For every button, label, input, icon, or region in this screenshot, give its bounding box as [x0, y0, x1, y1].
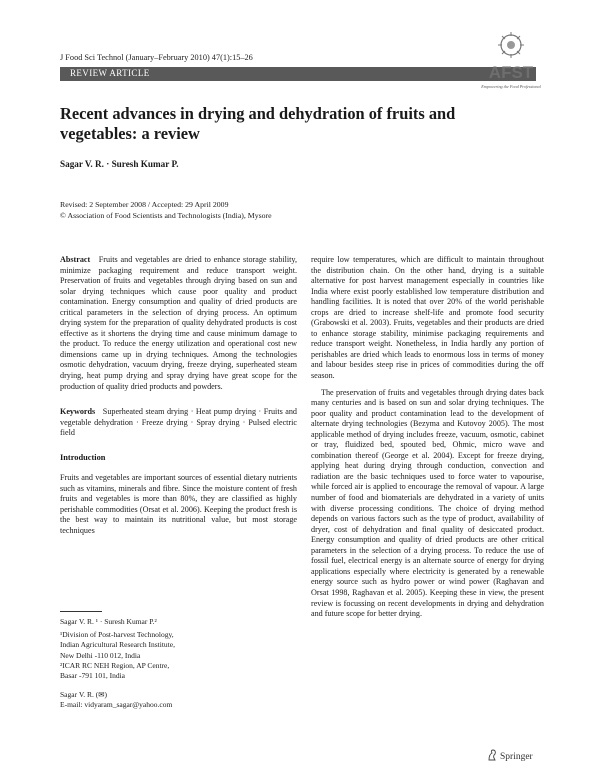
journal-citation: J Food Sci Technol (January–February 2010) 47(1):15–26: [60, 53, 253, 62]
springer-horse-icon: [487, 749, 497, 764]
logo-wordmark: AFST: [488, 63, 534, 82]
section-heading-introduction: Introduction: [60, 452, 106, 462]
publisher-name: Springer: [500, 752, 533, 762]
keywords: [60, 407, 297, 439]
author-email: E-mail: vidyaram_sagar@yahoo.com: [60, 700, 173, 710]
publication-dates: [60, 200, 460, 221]
author-affiliations: [60, 617, 297, 711]
author-list: Sagar V. R. · Suresh Kumar P.: [60, 159, 179, 169]
publisher-mark: [487, 749, 533, 764]
left-column: [60, 255, 297, 537]
right-paragraph-1: require low temperatures, which are difficult to maintain throughout the distribution chain. On the other hand, drying is a suitable alternative for post harvest management especially in countries like India where exist poorly established low temperature distribution and handling facilities. It is noted that over 20% of the world perishable crops are dried to increase shelf-life and promote food security (Grabowski et al. 2003). Fruits, vegetables and their products are dried to enhance storage stability, minimise packaging requirements and reduce transport weight. Nonetheless, in India hardly any portion of perishables are dried which leads to enormous loss in terms of money and labour besides steep rise in prices of commodities during the off season.: [311, 255, 544, 381]
article-type-label: REVIEW ARTICLE: [70, 68, 150, 78]
logo-tagline: Empowering the Food Professional: [481, 84, 541, 89]
abstract-label: Abstract: [60, 255, 91, 264]
article-title: Recent advances in drying and dehydration of fruits and vegetables: a review: [60, 104, 456, 143]
affil-authors: Sagar V. R. ¹ · Suresh Kumar P.²: [60, 617, 157, 626]
copyright-notice: © Association of Food Scientists and Technologists (India), Mysore: [60, 210, 272, 220]
affil-1-line-3: New Delhi -110 012, India: [60, 650, 141, 660]
affil-2-line-1: ²ICAR RC NEH Region, AP Centre,: [60, 660, 170, 670]
abstract: [60, 255, 297, 392]
keywords-label: Keywords: [60, 407, 96, 417]
right-paragraph-2: The preservation of fruits and vegetables through drying dates back many centuries and is based on sun and solar drying techniques. The poor quality and product contamination lead to the development of alternate drying technologies (Bezyma and Kutovoy 2005). The most applicable method of drying includes freeze, vacuum, osmotic, cabinet or tray, fluidized bed, spouted bed, Ohmic, micro wave and combination thereof (George et al. 2004). Except for freeze drying, applying heat during drying through conduction, convection and radiation are the basic techniques used to force water to vapourise, while forced air is applied to encourage the removal of vapour. A large number of food and biomaterials are dehydrated in a variety of units with diverse processing conditions. The choice of drying method depends on various factors such as the type of product, availability of dryer, cost of dehydration and final quality of desiccated product. Energy consumption and quality of dried products are other critical parameters in the selection of a drying process. To reduce the use of fossil fuel, electrical energy is an alternate source of energy for drying applications especially where electricity is generated by a renewable energy source such as hydro power or wind power (Raghavan and Orsat 1998, Raghavan et al. 2005). Keeping these in view, the present review is focussing on recent developments in drying and dehydration and future scope for better drying.: [311, 387, 544, 619]
affil-1-line-1: ¹Division of Post-harvest Technology,: [60, 630, 174, 640]
abstract-text: Fruits and vegetables are dried to enhance storage stability, minimize packaging requirement and reduce transport weight. Preservation of fruits and vegetables through drying based on sun and solar drying techniques which cause poor quality and product contamination. Energy consumption and quality of dried products are critical parameters in the selection of drying process. An optimum drying system for the preparation of quality dehydrated products is cost effective as it shortens the drying time and cause minimum damage to the product. To reduce the energy utilization and operational cost new dimensions came up in drying techniques. Among the technologies osmotic dehydration, vacuum drying, freeze drying, superheated steam drying, heat pump drying and spray drying have great scope for the production of quality dried products and powders.: [60, 255, 297, 391]
affil-2-line-2: Basar -791 101, India: [60, 671, 125, 681]
revised-accepted-dates: Revised: 2 September 2008 / Accepted: 29 April 2009: [60, 200, 229, 209]
corresponding-author: Sagar V. R. (✉): [60, 690, 108, 700]
right-column: [311, 255, 544, 620]
intro-paragraph-1: Fruits and vegetables are important sources of essential dietary nutrients such as vitamins, minerals and fibre. Since the moisture content of fresh fruits and vegetables is more than 80%, they are classified as highly perishable commodities (Orsat et al. 2006). Keeping the product fresh is the best way to maintain its nutritional value, but most storage techniques: [60, 473, 297, 536]
afst-logo: [478, 30, 544, 92]
footnote-rule: [60, 611, 102, 612]
affil-1-line-2: Indian Agricultural Research Institute,: [60, 640, 175, 650]
keywords-text: Superheated steam drying · Heat pump drying · Fruits and vegetable dehydration · Freeze drying · Spray drying · Pulsed electric field: [60, 407, 297, 438]
